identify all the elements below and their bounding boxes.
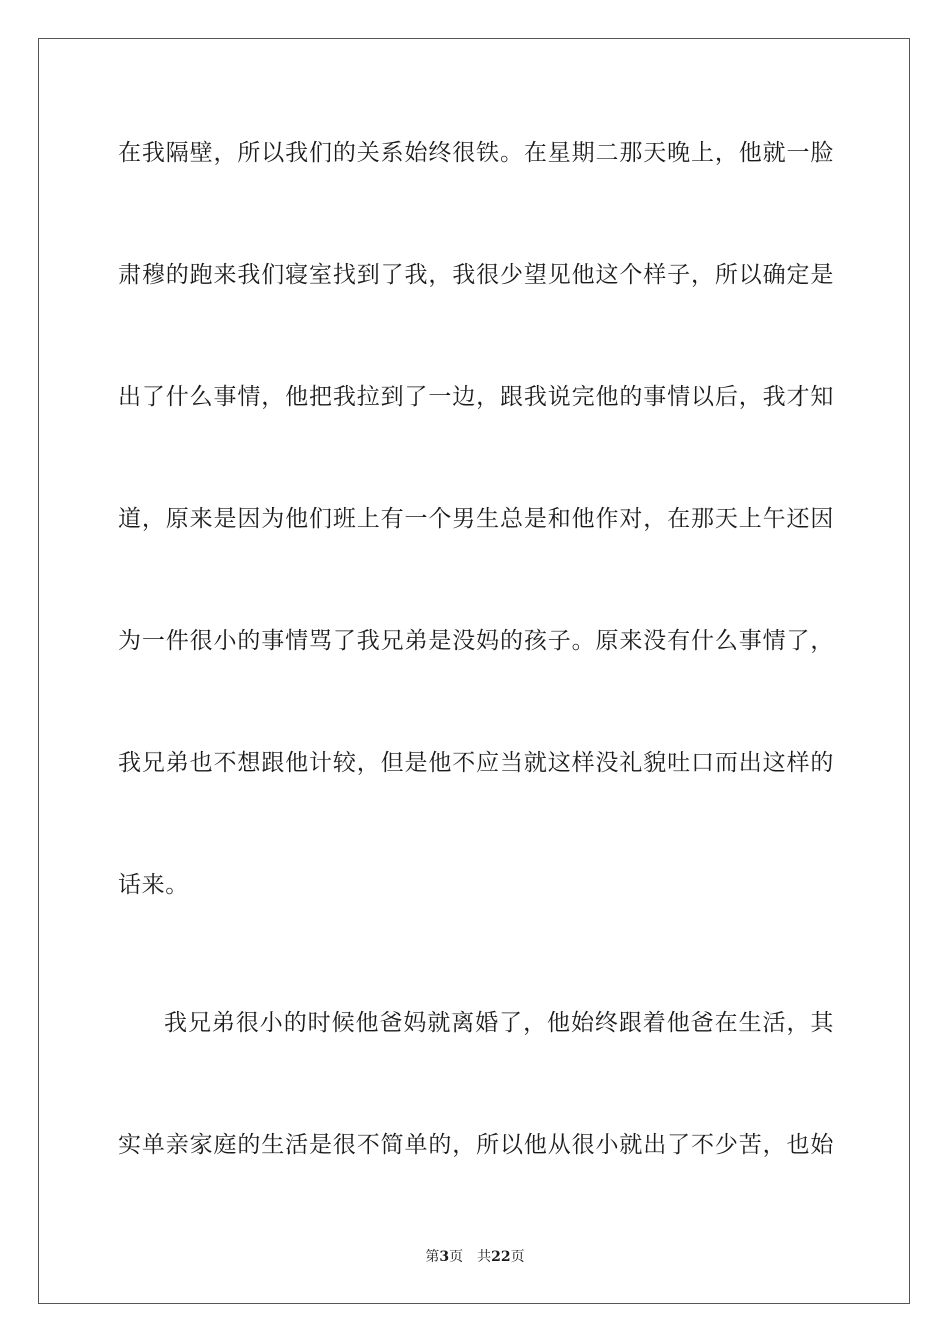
paragraph-line: 在我隔壁，所以我们的关系始终很铁。在星期二那天晚上，他就一脸	[118, 140, 834, 166]
paragraph-line: 实单亲家庭的生活是很不简单的，所以他从很小就出了不少苦，也始	[118, 1132, 834, 1158]
paragraph-line: 肃穆的跑来我们寝室找到了我，我很少望见他这个样子，所以确定是	[118, 262, 834, 288]
page-border	[38, 38, 910, 1304]
page-unit: 页	[449, 1249, 464, 1265]
page-number-footer	[0, 1248, 950, 1266]
paragraph-line: 我兄弟也不想跟他计较，但是他不应当就这样没礼貌吐口而出这样的	[118, 750, 834, 776]
paragraph-line: 话来。	[118, 872, 189, 898]
total-page-number: 22	[491, 1249, 511, 1265]
paragraph-line: 我兄弟很小的时候他爸妈就离婚了，他始终跟着他爸在生活，其	[164, 1010, 834, 1036]
page-prefix: 第	[425, 1249, 440, 1265]
paragraph-line: 出了什么事情，他把我拉到了一边，跟我说完他的事情以后，我才知	[118, 384, 834, 410]
paragraph-line: 道，原来是因为他们班上有一个男生总是和他作对，在那天上午还因	[118, 506, 834, 532]
total-prefix: 共	[477, 1249, 492, 1265]
paragraph-line: 为一件很小的事情骂了我兄弟是没妈的孩子。原来没有什么事情了，	[118, 628, 834, 654]
current-page-number: 3	[439, 1249, 450, 1265]
total-unit: 页	[510, 1249, 525, 1265]
